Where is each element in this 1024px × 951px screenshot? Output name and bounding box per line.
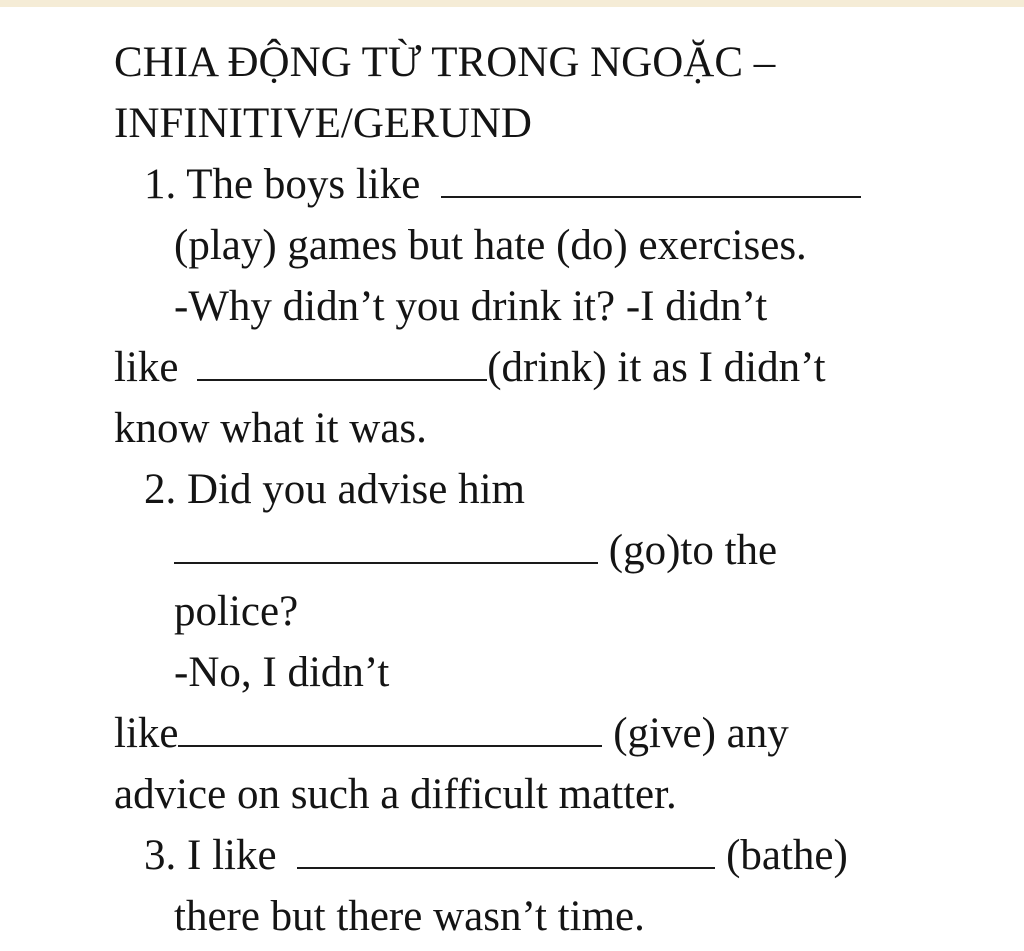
q1-text-a: The boys like — [186, 161, 421, 208]
q1-line-3 — [174, 282, 767, 332]
q3-line-1 — [144, 831, 848, 881]
q2-text-b-post: (go)to the — [608, 527, 778, 574]
q2-blank-2[interactable] — [178, 711, 602, 747]
q3-blank-1[interactable] — [297, 833, 715, 869]
q3-text-b: there but there wasn’t time. — [174, 893, 645, 940]
q2-text-c: police? — [174, 588, 299, 635]
title-text-2: INFINITIVE/GERUND — [114, 100, 532, 147]
q1-line-4 — [114, 343, 826, 393]
top-edge-strip — [0, 0, 1024, 7]
q3-line-2 — [174, 892, 645, 942]
q2-line-6 — [114, 770, 677, 820]
q2-line-4 — [174, 648, 389, 698]
q1-number: 1. — [144, 161, 177, 208]
q2-text-a: Did you advise him — [187, 466, 525, 513]
q2-line-3 — [174, 587, 298, 637]
q2-text-e-pre: like — [114, 710, 179, 757]
q2-text-f: advice on such a difficult matter. — [114, 771, 677, 818]
q2-line-5 — [114, 709, 789, 759]
q2-line-1 — [144, 465, 525, 515]
q1-line-2 — [174, 221, 807, 271]
q2-text-e-post: (give) any — [613, 710, 789, 757]
title-text-1: CHIA ĐỘNG TỪ TRONG NGOẶC – — [114, 39, 776, 86]
worksheet-title-line-1 — [114, 38, 775, 88]
q2-number: 2. — [144, 466, 177, 513]
q1-text-d-post: (drink) it as I didn’t — [487, 344, 826, 391]
q1-text-b: (play) games but hate (do) exercises. — [174, 222, 807, 269]
q1-blank-1[interactable] — [441, 162, 861, 198]
q1-line-5 — [114, 404, 427, 454]
q2-text-d: -No, I didn’t — [174, 649, 390, 696]
q1-text-d-pre: like — [114, 344, 179, 391]
q3-text-a-pre: I like — [187, 832, 277, 879]
q3-number: 3. — [144, 832, 177, 879]
q1-blank-2[interactable] — [197, 345, 487, 381]
worksheet-title-line-2 — [114, 99, 532, 149]
q2-blank-1[interactable] — [174, 528, 598, 564]
q1-text-c: -Why didn’t you drink it? -I didn’t — [174, 283, 768, 330]
q1-line-1 — [144, 160, 861, 210]
q2-line-2 — [174, 526, 777, 576]
q3-text-a-post: (bathe) — [726, 832, 848, 879]
q1-text-e: know what it was. — [114, 405, 427, 452]
